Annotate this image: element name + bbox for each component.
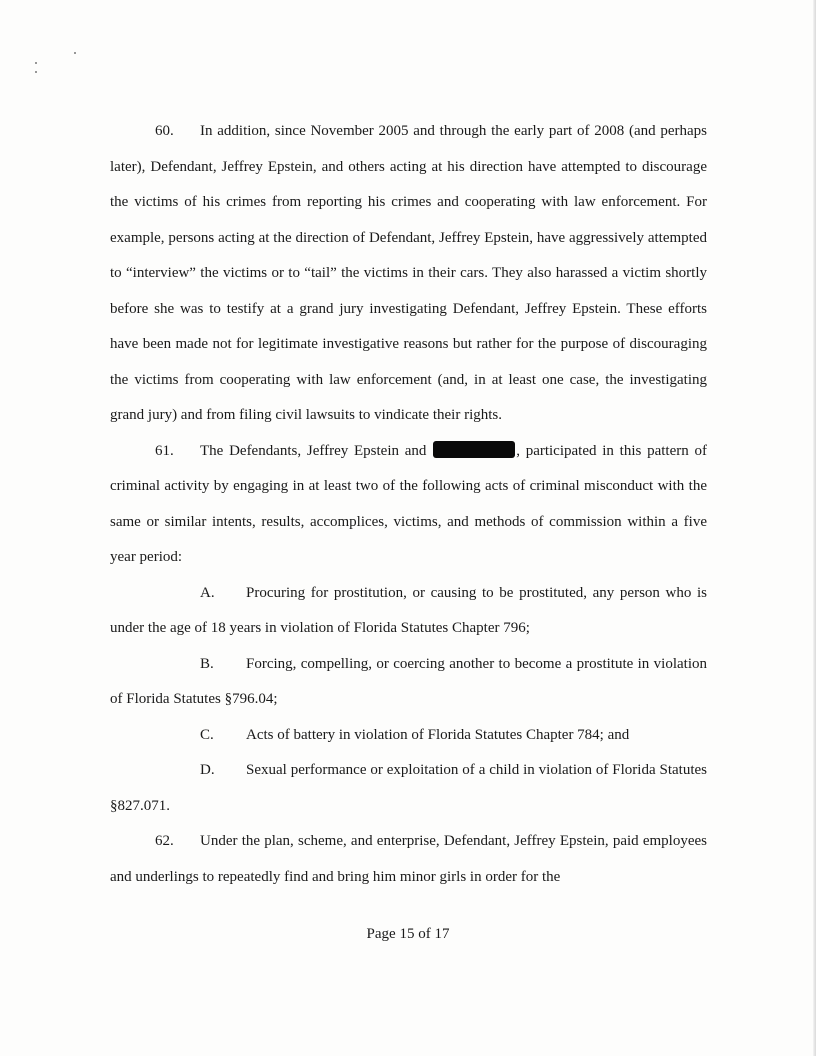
list-item-text: Procuring for prostitution, or causing to be prostituted, any person who is under the age of 18 years in violation of Florida Statutes Chapter 796; (110, 584, 707, 636)
list-item (110, 647, 707, 718)
list-item-text: Forcing, compelling, or coercing another to become a prostitute in violation of Florida Statutes §796.04; (110, 655, 707, 707)
list-item-text: Sexual performance or exploitation of a child in violation of Florida Statutes §827.071. (110, 762, 707, 814)
paragraph-60 (110, 114, 707, 434)
paragraph-61 (110, 434, 707, 576)
list-item-letter: B. (200, 655, 214, 672)
list-item-letter: C. (200, 726, 214, 743)
list-item-letter: A. (200, 584, 215, 601)
paragraph-text: , participated in this pattern of criminal activity by engaging in at least two of the following acts of criminal misconduct with the same or similar intents, results, accomplices, victims, and methods of commission within a five year period: (110, 442, 707, 565)
list-item (110, 576, 707, 647)
scan-speck (35, 71, 37, 73)
list-item (110, 753, 707, 824)
paragraph-text: In addition, since November 2005 and through the early part of 2008 (and perhaps later), Defendant, Jeffrey Epstein, and others acting at his direction have attempted to discourage the victims of his crimes from reporting his crimes and cooperating with law enforcement. For example, persons acting at the direction of Defendant, Jeffrey Epstein, have aggressively attempted to “interview” the victims or to “tail” the victims in their cars. They also harassed a victim shortly before she was to testify at a grand jury investigating Defendant, Jeffrey Epstein. These efforts have been made not for legitimate investigative reasons but rather for the purpose of discouraging the victims from cooperating with law enforcement (and, in at least one case, the investigating grand jury) and from filing civil lawsuits to vindicate their rights. (110, 123, 707, 423)
list-item (110, 718, 707, 754)
list-item-letter: D. (200, 762, 215, 778)
paragraph-number: 62. (155, 833, 174, 849)
paragraph-text: The Defendants, Jeffrey Epstein and (200, 442, 427, 459)
page-number-footer: Page 15 of 17 (366, 926, 450, 942)
document-body (110, 114, 707, 895)
paragraph-number: 61. (155, 442, 174, 459)
scan-speck (35, 62, 37, 64)
scan-speck (74, 52, 76, 54)
list-item-text: Acts of battery in violation of Florida Statutes Chapter 784; and (246, 726, 630, 743)
paragraph-text: Under the plan, scheme, and enterprise, Defendant, Jeffrey Epstein, paid employees and underlings to repeatedly find and bring him minor girls in order for the (110, 833, 707, 885)
paragraph-62 (110, 824, 707, 895)
paragraph-number: 60. (155, 123, 174, 139)
redaction-box (433, 441, 515, 458)
